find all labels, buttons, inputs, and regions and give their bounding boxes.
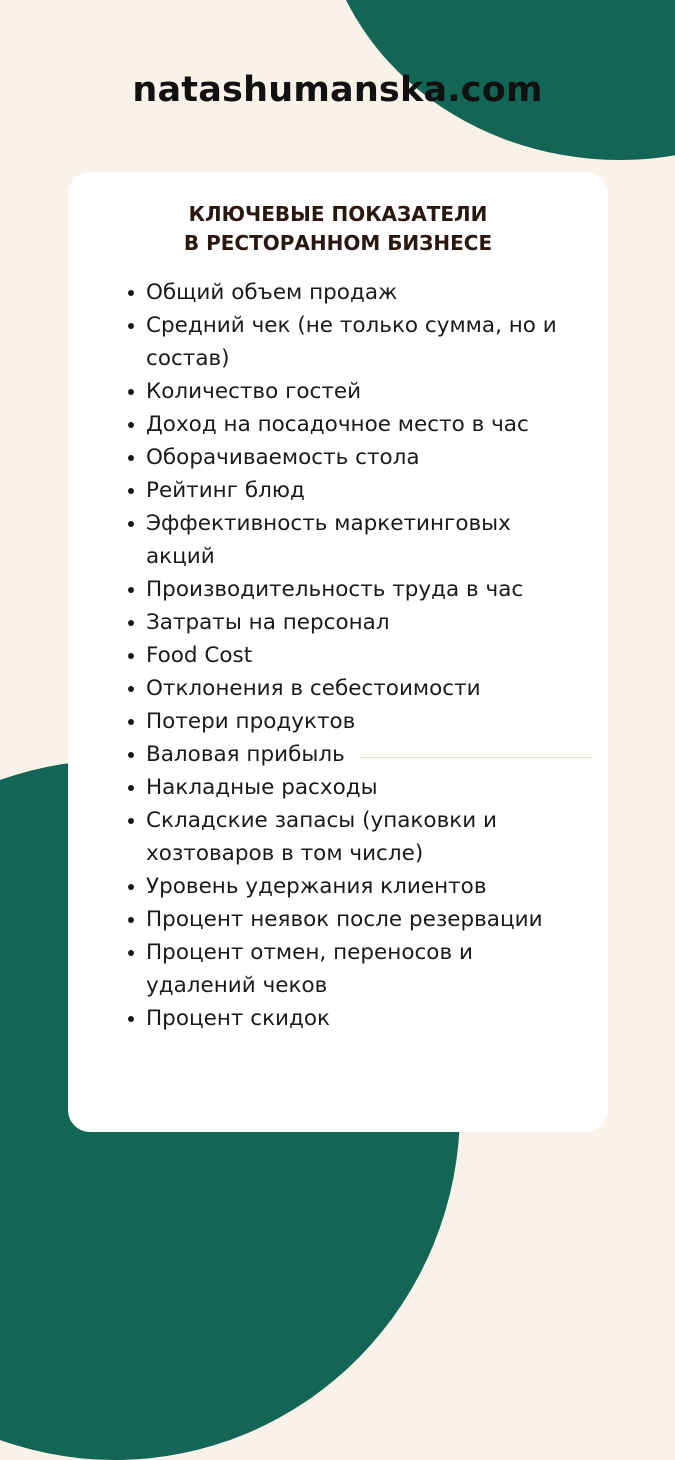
list-item: Отклонения в себестоимости	[128, 672, 572, 705]
list-item: Потери продуктов	[128, 705, 572, 738]
list-item: Доход на посадочное место в час	[128, 408, 572, 441]
list-item: Складские запасы (упаковки и хозтоваров в том числе)	[128, 804, 572, 870]
content-card	[68, 172, 608, 1132]
list-item: Накладные расходы	[128, 771, 572, 804]
list-item: Уровень удержания клиентов	[128, 870, 572, 903]
kpi-list	[128, 276, 572, 1035]
list-item: Процент скидок	[128, 1002, 572, 1035]
list-item: Оборачиваемость стола	[128, 441, 572, 474]
list-item: Количество гостей	[128, 375, 572, 408]
list-item: Эффективность маркетинговых акций	[128, 507, 572, 573]
card-title	[104, 200, 572, 258]
list-item: Процент неявок после резервации	[128, 903, 572, 936]
divider-line	[360, 757, 592, 758]
site-title: natashumanska.com	[132, 70, 543, 110]
card-title-line: КЛЮЧЕВЫЕ ПОКАЗАТЕЛИ	[188, 202, 488, 226]
list-item: Производительность труда в час	[128, 573, 572, 606]
list-item: Валовая прибыль	[128, 738, 572, 771]
list-item: Затраты на персонал	[128, 606, 572, 639]
card-title-line: В РЕСТОРАННОМ БИЗНЕСЕ	[183, 231, 493, 255]
list-item: Рейтинг блюд	[128, 474, 572, 507]
list-item: Общий объем продаж	[128, 276, 572, 309]
list-item: Food Cost	[128, 639, 572, 672]
list-item: Средний чек (не только сумма, но и состав)	[128, 309, 572, 375]
list-item: Процент отмен, переносов и удалений чеков	[128, 936, 572, 1002]
